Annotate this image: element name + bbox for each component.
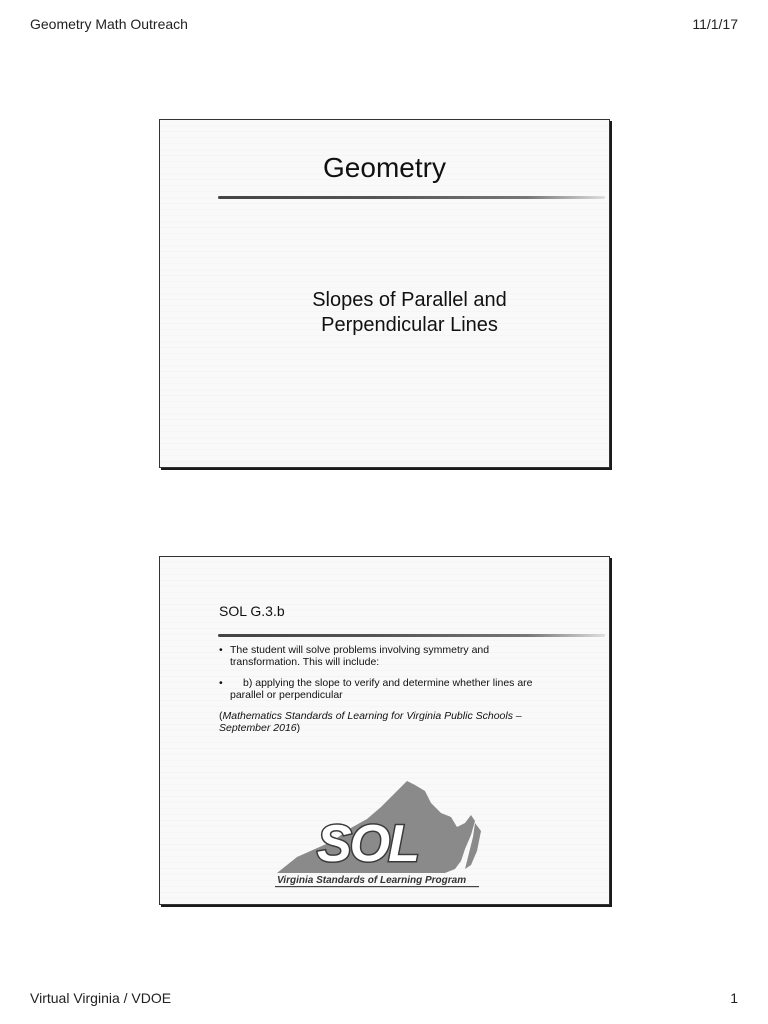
slide-2 bbox=[159, 556, 610, 905]
slide-1-title: Geometry bbox=[323, 152, 446, 183]
citation-open: ( bbox=[219, 710, 223, 722]
slide-2-divider bbox=[218, 634, 605, 637]
sol-logo bbox=[275, 779, 485, 894]
page-footer-source: Virtual Virginia / VDOE bbox=[30, 990, 172, 1006]
bullet-1-text: The student will solve problems involving symmetry and transformation. This will include: bbox=[230, 644, 490, 668]
sol-logo-lettering: SOL bbox=[317, 815, 418, 873]
citation-close: ) bbox=[296, 722, 301, 734]
citation-text: Mathematics Standards of Learning for Virginia Public Schools – September 2016 bbox=[219, 710, 522, 734]
bullet-dot: • bbox=[219, 644, 223, 656]
page-header-title: Geometry Math Outreach bbox=[30, 16, 188, 32]
slide-1-subtitle bbox=[220, 288, 599, 338]
slide-1 bbox=[159, 119, 610, 468]
bullet-dot: • bbox=[219, 677, 223, 689]
page-number: 1 bbox=[730, 990, 738, 1006]
slide-1-divider bbox=[218, 196, 605, 199]
bullet-item bbox=[219, 677, 549, 701]
sol-logo-caption: Virginia Standards of Learning Program bbox=[277, 875, 467, 886]
bullet-2-text: b) applying the slope to verify and determine whether lines are parallel or perpendicular bbox=[230, 677, 533, 701]
slide-1-subtitle-line-1: Slopes of Parallel and bbox=[312, 289, 507, 311]
citation bbox=[219, 710, 549, 734]
sol-logo-caption-underline bbox=[275, 886, 479, 887]
slide-1-subtitle-line-2: Perpendicular Lines bbox=[321, 314, 498, 336]
bullet-item bbox=[219, 644, 549, 668]
slide-2-bullet-list bbox=[219, 644, 549, 734]
page-header-date: 11/1/17 bbox=[692, 16, 738, 32]
slide-2-title: SOL G.3.b bbox=[219, 603, 285, 619]
